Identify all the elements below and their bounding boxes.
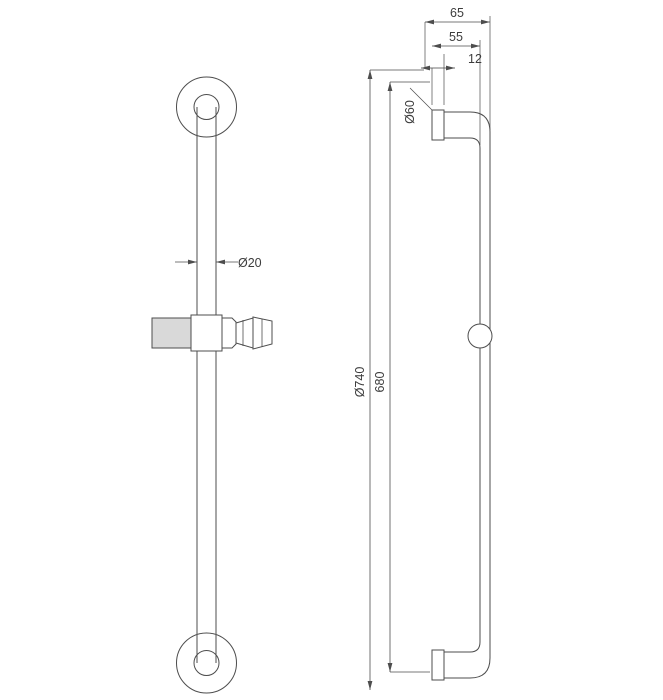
- side-view: [353, 6, 492, 690]
- holder-joint: [222, 318, 236, 348]
- dim-label-flange-diameter: Ø60: [403, 100, 417, 124]
- side-slider-ring: [468, 324, 492, 348]
- holder-cup: [253, 317, 272, 349]
- slider-bracket: [191, 315, 222, 351]
- slider-block: [152, 318, 191, 348]
- bottom-arm-inner: [444, 630, 480, 652]
- top-flange-inner-ring: [194, 95, 219, 120]
- dim-label-projection-total: 65: [450, 6, 464, 20]
- front-view: [152, 77, 272, 693]
- dim-label-wall-plate-depth: 12: [468, 52, 482, 66]
- top-arm-outer: [444, 112, 490, 140]
- dim-label-rail-diameter: Ø20: [238, 256, 262, 270]
- top-arm-inner: [444, 138, 480, 156]
- bottom-wall-plate: [432, 650, 444, 680]
- top-wall-plate: [432, 110, 444, 140]
- dim-label-total-length: Ø740: [353, 366, 367, 398]
- holder-cone: [236, 318, 253, 348]
- bottom-flange-inner-ring: [194, 651, 219, 676]
- bottom-arm-outer: [444, 645, 490, 678]
- dim-label-center-distance: 680: [373, 371, 387, 393]
- dim-label-projection-rail: 55: [449, 30, 463, 44]
